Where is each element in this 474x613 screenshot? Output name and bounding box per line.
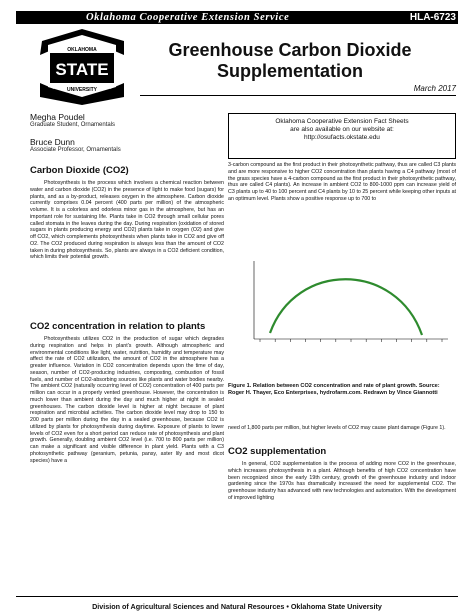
author-name: Bruce Dunn: [30, 137, 75, 147]
author-block-2: [30, 137, 121, 154]
author-role: Graduate Student, Ornamentals: [30, 122, 116, 128]
fact-sheet-code: HLA-6723: [409, 12, 456, 23]
title-divider: [140, 95, 456, 96]
section-heading-co2: Carbon Dioxide (CO2): [30, 165, 129, 176]
section-supplementation-paragraph: In general, CO2 supplementation is the process of adding more CO2 in the greenhouse, which increases photosynthesis in a plant. Although benefits of high CO2 concentration have been recognized since the early 19th century, growth of the greenhouse industry and indoor gardening since the 1970s has dramatically increased the need for supplemental CO2. The greenhouse industry has advanced with new technologies and automation. With the development of improved lighting: [228, 461, 456, 501]
logo-university-text: UNIVERSITY: [66, 87, 98, 93]
title-line-1: Greenhouse Carbon Dioxide: [168, 40, 412, 60]
section-concentration-paragraph: Photosynthesis utilizes CO2 in the production of sugar which degrades during respiration and helps in plant's growth. Although atmospheric and environmental conditions like light, water, nutrition, humidity and temperature may affect the rate of CO2 utilization, the amount of CO2 in the atmosphere has a greater influence. Variation in CO2 concentration depends upon the time of day, season, number of CO2-producing industries, composting, combustion of fossil fuels, and number of CO2-absorbing sources like plants and water bodies nearby. The ambient CO2 (naturally occurring level of CO2) concentration of 400 parts per million can occur in a properly vented greenhouse. However, the concentration is much lower than ambient during the day and much higher at night in sealed greenhouses. The carbon dioxide level is higher at night because of plant respiration and microbial activities. The carbon dioxide level may drop to 150 to 200 parts per million during the day in a sealed greenhouse, because CO2 is utilized by plants for photosynthesis during daytime. Exposure of plants to lower levels of CO2 even for a short period can reduce rate of photosynthesis and plant growth. Generally, doubling ambient CO2 level (i.e. 700 to 800 parts per million) can make a significant and visible difference in plant yield. Plants with a C3 photosynthetic pathway (geranium, petunia, pansy, aster lily and most dicot species) have a: [30, 336, 224, 464]
chart-x-ticks: [260, 339, 442, 342]
author-role: Associate Professor, Ornamentals: [30, 147, 121, 153]
right-column-paragraph-2: need of 1,800 parts per million, but higher levels of CO2 may cause plant damage (Figure 1).: [228, 425, 446, 431]
header-service-name: Oklahoma Cooperative Extension Service: [86, 12, 290, 23]
section-heading-concentration: CO2 concentration in relation to plants: [30, 321, 206, 332]
fact-box-line-1: Oklahoma Cooperative Extension Fact Sheets: [275, 118, 409, 125]
section-co2-paragraph: Photosynthesis is the process which involves a chemical reaction between water and carbon dioxide (CO2) in the presence of light to make food (sugars) for plants, and as a by-product, releases oxygen in the atmosphere. Carbon dioxide currently comprises 0.04 percent (400 parts per million) of the atmospheric volume. It is a colorless and odorless minor gas in the atmosphere, but has an important role for sustaining life. Plants take in CO2 through small cellular pores called stomata in the leaves during the day. During respiration (oxidation of stored sugars in plants producing energy and CO2) plants take in oxygen (O2) and give off CO2, which complements photosynthesis when plants take in CO2 and give off O2. The CO2 produced during respiration is always less than the amount of CO2 taken in during photosynthesis. So, plants are always in a CO2 deficient condition, which limits their potential growth.: [30, 180, 224, 261]
osu-logo: [28, 25, 136, 107]
footer-divider: [16, 596, 458, 597]
publication-date: March 2017: [413, 84, 456, 93]
logo-state-text: STATE: [55, 60, 109, 79]
co2-growth-chart: [226, 255, 458, 380]
author-name: Megha Poudel: [30, 112, 85, 122]
title-line-2: Supplementation: [216, 61, 363, 81]
figure-caption-text: Figure 1. Relation between CO2 concentration and rate of plant growth. Source: Roger H. Thayer, Eco Enterprises, hydrofarm.com. Redrawn by Vince Giannotti: [228, 383, 440, 396]
footer-text: Division of Agricultural Sciences and Natural Resources • Oklahoma State University: [92, 602, 382, 611]
figure-caption: [228, 383, 456, 397]
section-heading-supplementation: CO2 supplementation: [228, 446, 327, 457]
fact-box-line-2: are also available on our website at:: [290, 126, 394, 133]
chart-growth-curve: [270, 279, 422, 335]
fact-box-url[interactable]: http://osufacts.okstate.edu: [304, 134, 380, 141]
logo-oklahoma-text: OKLAHOMA: [67, 47, 97, 53]
author-block-1: [30, 112, 115, 129]
right-column-paragraph-1: 3-carbon compound as the first product in their photosynthetic pathway, thus are called C3 plants and are more responsive to higher CO2 concentration than plants having a C4 pathway (most of the grass species have a 4-carbon compound as the first product in their photosynthetic pathway, thus are called C4 plants). An increase in ambient CO2 to 800-1000 ppm can increase yield of C3 plants up to 40 to 100 percent and C4 plants by 10 to 25 percent while keeping other inputs at an optimum level. Plants show a positive response up to 700 to: [228, 162, 456, 202]
